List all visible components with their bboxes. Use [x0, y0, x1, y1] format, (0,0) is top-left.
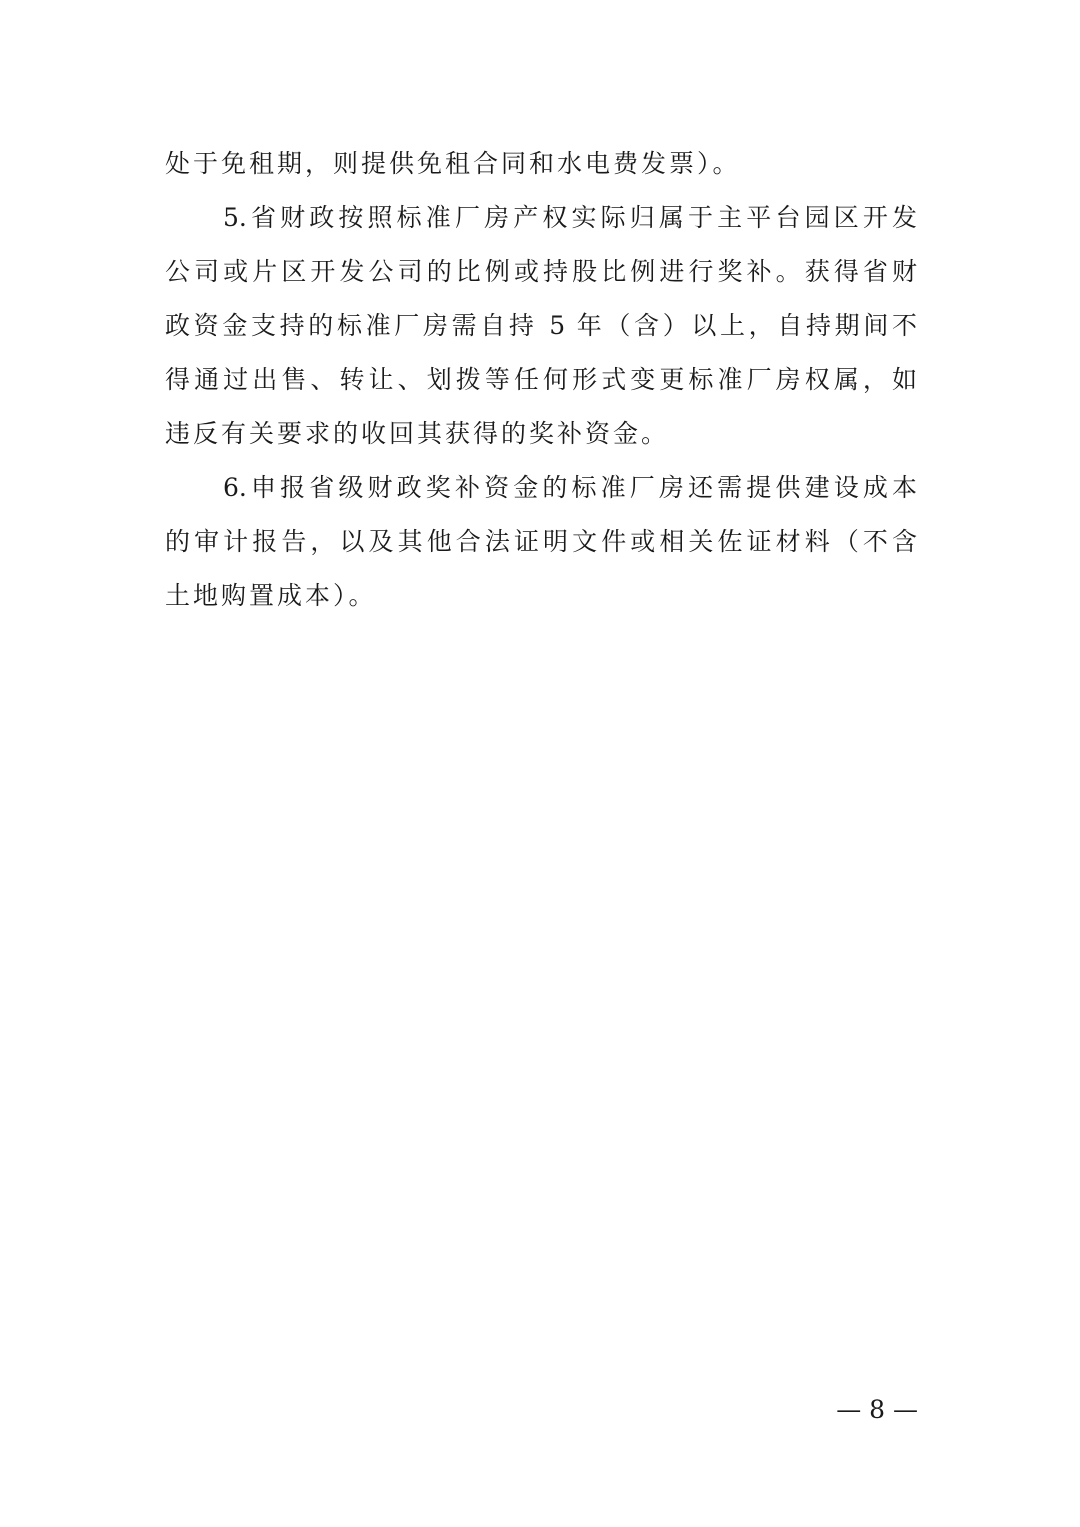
- item-6-line-2: 的审计报告，以及其他合法证明文件或相关佐证材料（不含: [165, 527, 917, 556]
- item-5-line-4: 得通过出售、转让、划拨等任何形式变更标准厂房权属，如: [165, 365, 917, 394]
- text-line-1: 处于免租期，则提供免租合同和水电费发票）。: [165, 149, 741, 178]
- item-5-line-3: 政资金支持的标准厂房需自持 5 年（含）以上，自持期间不: [165, 311, 917, 340]
- item-5-line-2: 公司或片区开发公司的比例或持股比例进行奖补。获得省财: [165, 257, 917, 286]
- item-5-line-1: 5.省财政按照标准厂房产权实际归属于主平台园区开发: [223, 203, 917, 232]
- document-body: [165, 137, 917, 623]
- item-6-line-3: 土地购置成本）。: [165, 581, 377, 610]
- page-number: — 8 —: [836, 1395, 918, 1424]
- item-5-line-5: 违反有关要求的收回其获得的奖补资金。: [165, 419, 670, 448]
- item-6-line-1: 6.申报省级财政奖补资金的标准厂房还需提供建设成本: [223, 473, 917, 502]
